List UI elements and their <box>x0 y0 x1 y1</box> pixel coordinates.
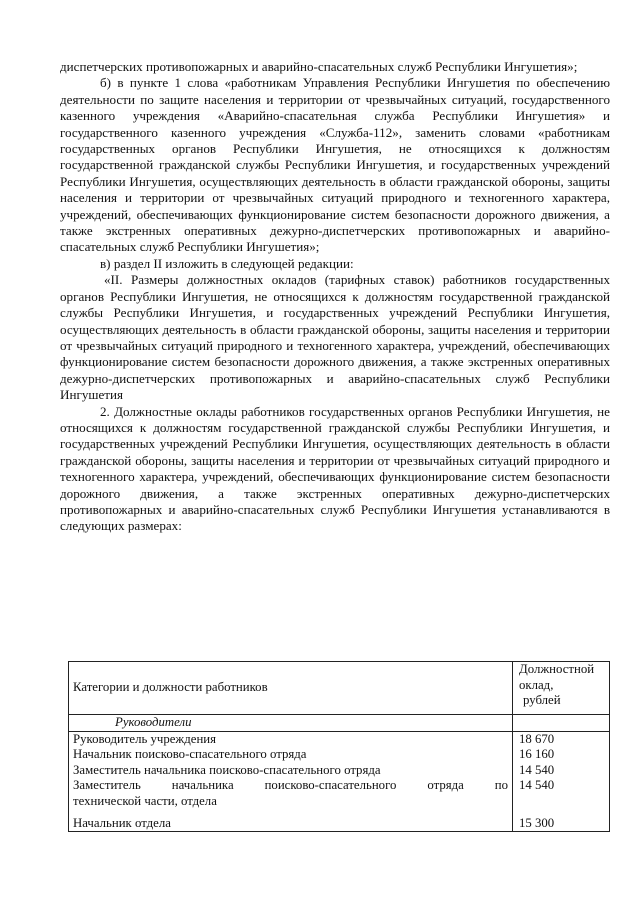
salary-cell: 18 670 <box>513 731 610 747</box>
paragraph-point-2: 2. Должностные оклады работников государственных органов Республики Ингушетия, не относящихся к должностям государственной гражданской службы Республики Ингушетия, и государственных учреждений Республики Ингушетия, осуществляющих деятельность в области гражданской обороны, защиты населения и территории от чрезвычайных ситуаций природного и техногенного характера, учреждений, обеспечивающих функционирование систем безопасности дорожного движения, а также экстренных оперативных дежурно-диспетчерских противопожарных и аварийно-спасательных служб Республики Ингушетия устанавливаются в следующих размерах: <box>60 403 610 534</box>
position-cell <box>69 778 513 809</box>
header-salary-line1: Должностной <box>519 662 595 676</box>
section-row <box>69 715 610 732</box>
table-row <box>69 747 610 763</box>
table-header-row <box>69 662 610 715</box>
section-ii-heading: «II. Размеры должностных окладов (тарифных ставок) работников государственных органов Республики Ингушетия, не относящихся к должностям государственной гражданской службы Республики Ингушетия, и государственных учреждений Республики Ингушетия, осуществляющих деятельность в области гражданской обороны, защиты населения и территории от чрезвычайных ситуаций природного и техногенного характера, учреждений, обеспечивающих функционирование систем безопасности дорожного движения, а также экстренных оперативных дежурно-диспетчерских противопожарных и аварийно-спасательных служб Республики Ингушетия <box>60 272 610 403</box>
paragraph-item-v: в) раздел II изложить в следующей редакции: <box>100 255 354 271</box>
position-cell: Начальник поисково-спасательного отряда <box>69 747 513 763</box>
document-body <box>60 59 610 535</box>
paragraph-item-b: б) в пункте 1 слова «работникам Управления Республики Ингушетия по обеспечению деятельности по защите населения и территории от чрезвычайных ситуаций, государственного казенного учреждения «Аварийно-спасательная служба Республики Ингушетия» и государственного казенного учреждения «Служба-112», заменить словами «работникам государственных органов Республики Ингушетия, не относящихся к должностям государственной гражданской службы Республики Ингушетия, и государственных учреждений Республики Ингушетия, осуществляющих деятельность в области гражданской обороны, защиты населения и территории от чрезвычайных ситуаций природного и техногенного характера, учреждений, обеспечивающих функционирование систем безопасности дорожного движения, а также экстренных оперативных дежурно-диспетчерских противопожарных и аварийно-спасательных служб Республики Ингушетия»; <box>60 75 610 255</box>
salary-cell: 15 300 <box>513 810 610 832</box>
table-row <box>69 731 610 747</box>
position-cell: Заместитель начальника поисково-спасательного отряда <box>69 763 513 779</box>
header-salary-line3: рублей <box>523 693 561 708</box>
header-salary <box>513 662 610 715</box>
position-line1: Заместитель начальника поисково-спасательного отряда по <box>73 778 508 793</box>
header-salary-line2: оклад, <box>519 677 554 692</box>
salary-cell: 14 540 <box>513 763 610 779</box>
section-label: Руководители <box>69 715 513 732</box>
salary-cell: 16 160 <box>513 747 610 763</box>
table-row <box>69 778 610 809</box>
table-row <box>69 810 610 832</box>
position-line2: технической части, отдела <box>73 793 217 808</box>
salary-cell: 14 540 <box>513 778 610 809</box>
position-cell: Руководитель учреждения <box>69 731 513 747</box>
table-row <box>69 763 610 779</box>
paragraph-continuation: диспетчерских противопожарных и аварийно-спасательных служб Республики Ингушетия»; <box>60 59 578 74</box>
header-category: Категории и должности работников <box>69 662 513 715</box>
salary-table <box>68 661 610 832</box>
position-cell: Начальник отдела <box>69 810 513 832</box>
